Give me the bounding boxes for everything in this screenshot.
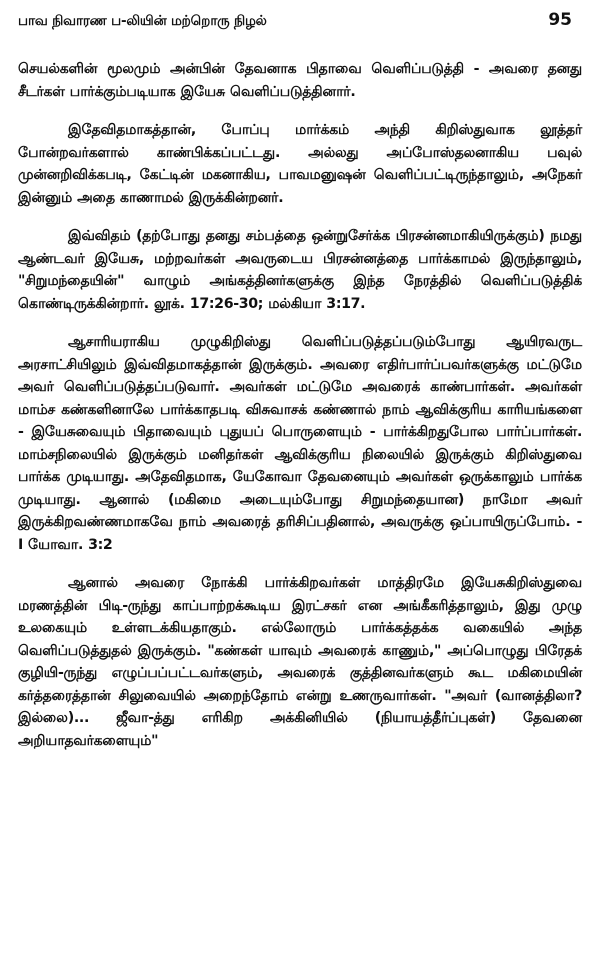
paragraph-1: செயல்களின் மூலமும் அன்பின் தேவனாக பிதாவை வெளிப்படுத்தி - அவரை தனது சீடர்கள் பார்க்கும்படியாக இயேசு வெளிப்படுத்தினார். (18, 61, 582, 100)
running-header (18, 10, 582, 40)
paragraph-2: இதேவிதமாகத்தான், போப்பு மார்க்கம் அந்தி கிறிஸ்துவாக லூத்தர் போன்றவர்களால் காண்பிக்கப்பட்டது. அல்லது அப்போஸ்தலனாகிய பவுல் முன்னறிவிக்கபடி, கேட்டின் மகனாகிய, பாவமனுஷன் வெளிப்பட்டிருந்தாலும், அநேகர் இன்னும் அதை காணாமல் இருக்கின்றனர். (18, 122, 582, 206)
chapter-title: பாவ நிவாரண ப-லியின் மற்றொரு நிழல் (18, 13, 267, 29)
page-number: 95 (548, 10, 572, 30)
body-text (18, 58, 582, 752)
paragraph-4: ஆசாரியராகிய முழுகிறிஸ்து வெளிப்படுத்தப்படும்போது ஆயிரவருட அரசாட்சியிலும் இவ்விதமாகத்தான் இருக்கும். அவரை எதிர்பார்ப்பவர்களுக்கு மட்டுமே அவர் வெளிப்படுத்தப்படுவார். அவர்கள் மட்டுமே அவரைக் காண்பார்கள். அவர்கள் மாம்ச கண்களினாலே பார்க்காதபடி விசுவாசக் கண்ணால் நாம் ஆவிக்குரிய காரியங்களை - இயேசுவையும் பிதாவையும் புதுயப் பொருளையும் - பார்க்கிறதுபோல பார்ப்பார்கள். மாம்சநிலையில் இருக்கும் மனிதர்கள் ஆவிக்குரிய நிலையில் இருக்கும் கிறிஸ்துவை பார்க்க முடியாது. அதேவிதமாக, யேகோவா தேவனையும் அவர்கள் ஒருக்காலும் பார்க்க முடியாது. ஆனால் (மகிமை அடையும்போது சிறுமந்தையான) நாமோ அவர் இருக்கிறவண்ணமாகவே நாம் அவரைத் தரிசிப்பதினால், அவருக்கு ஒப்பாயிருப்போம். - I யோவா. 3:2 (18, 334, 582, 553)
paragraph-5: ஆனால் அவரை நோக்கி பார்க்கிறவர்கள் மாத்திரமே இயேசுகிறிஸ்துவை மரணத்தின் பிடி-ருந்து காப்பாற்றக்கூடிய இரட்சகர் என அங்கீகரித்தாலும், இது முழு உலகையும் உள்ளடக்கியதாகும். எல்லோரும் பார்க்கத்தக்க வகையில் அந்த வெளிப்படுத்துதல் இருக்கும். "கண்கள் யாவும் அவரைக் காணும்," அப்பொழுது பிரேதக் குழியி-ருந்து எழுப்பப்பட்டவர்களும், அவரைக் குத்தினவர்களும் கூட மகிமையின் கர்த்தரைத்தான் சிலுவையில் அறைந்தோம் என்று உணருவார்கள். "அவர் (வானத்திலா? இல்லை)... ஜீவா-த்து எரிகிற அக்கினியில் (நியாயத்தீர்ப்புகள்) தேவனை அறியாதவர்களையும்" (18, 575, 582, 749)
paragraph-3: இவ்விதம் (தற்போது தனது சம்பத்தை ஒன்றுசேர்க்க பிரசன்னமாகியிருக்கும்) நமது ஆண்டவர் இயேசு, மற்றவர்கள் அவருடைய பிரசன்னத்தை பார்க்காமல் இருந்தாலும், "சிறுமந்தையின்" வாழும் அங்கத்தினர்களுக்கு இந்த நேரத்தில் வெளிப்படுத்திக் கொண்டிருக்கின்றார். லூக். 17:26-30; மல்கியா 3:17. (18, 228, 582, 312)
